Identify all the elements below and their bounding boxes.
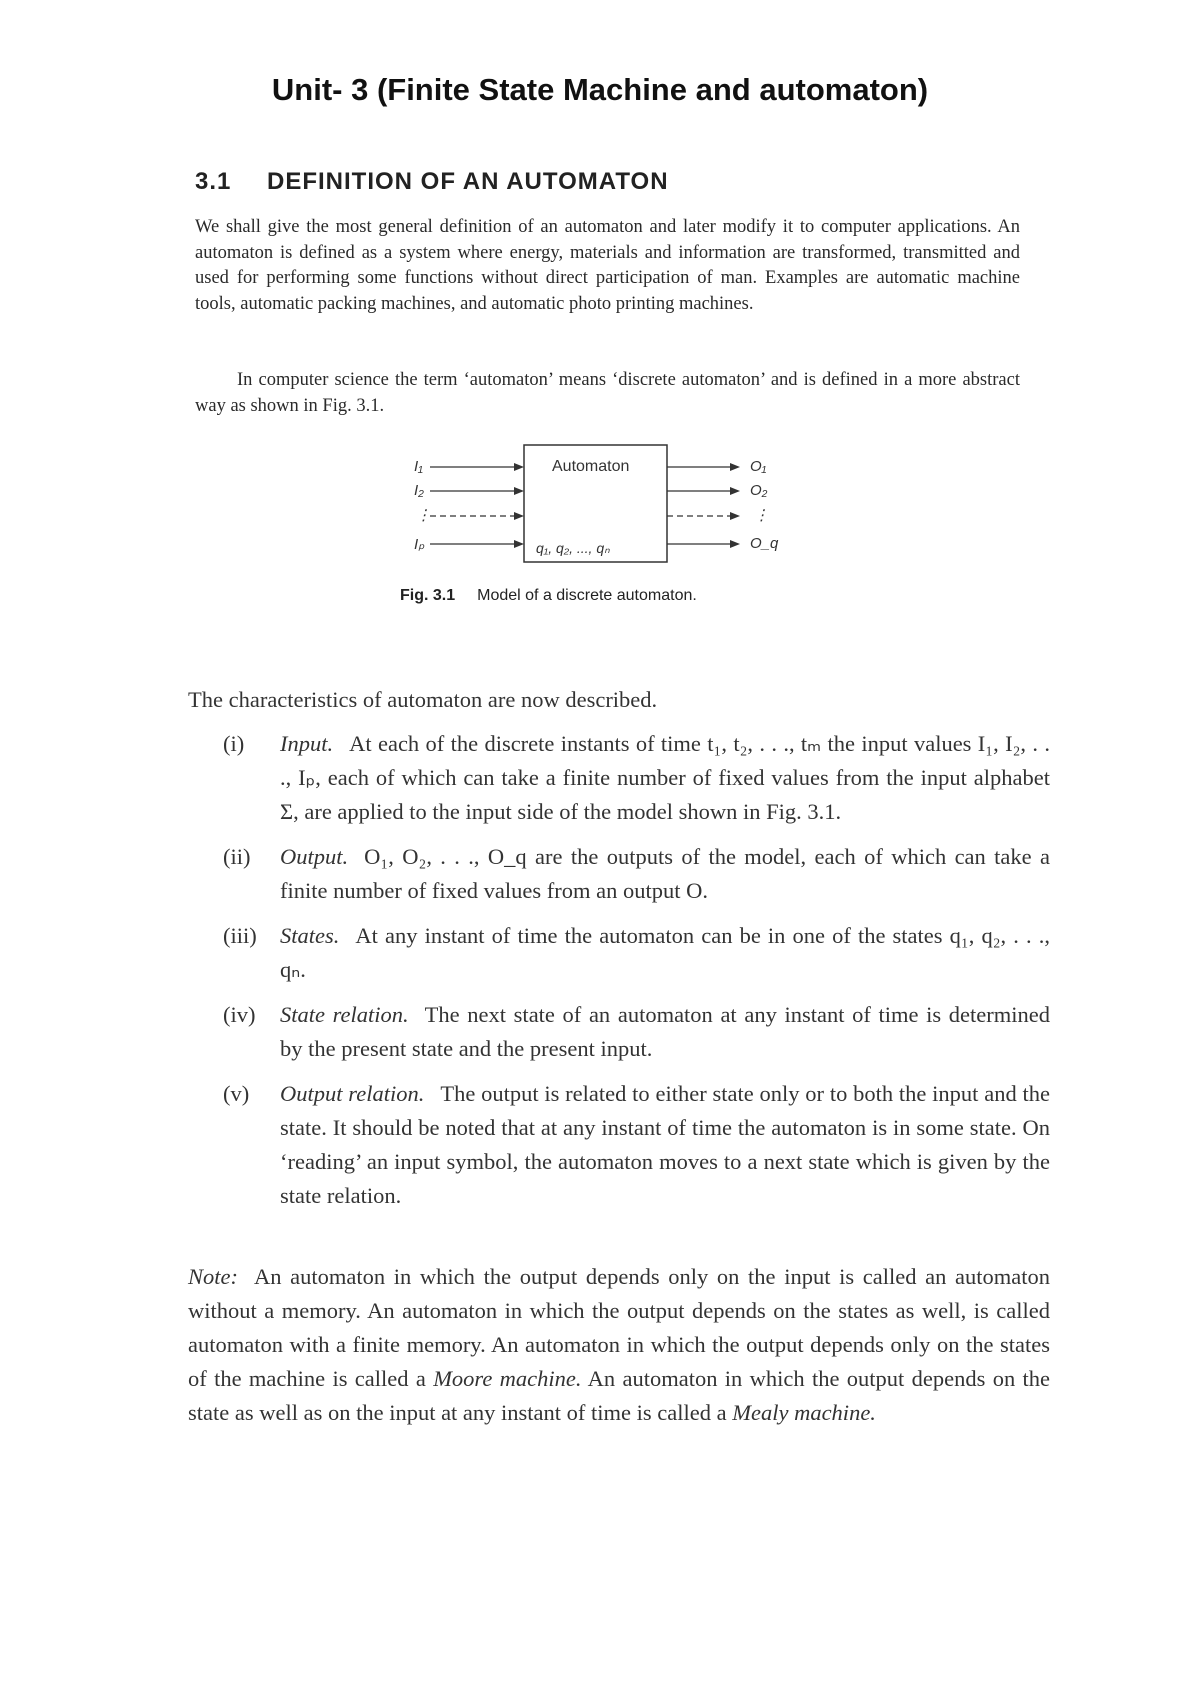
automaton-box-title: Automaton (552, 458, 630, 475)
caption-label: Fig. 3.1 (400, 587, 456, 604)
input-label-2: I₂ (414, 482, 424, 499)
list-item (215, 919, 1050, 987)
section-number: 3.1 (195, 168, 232, 195)
list-item (215, 998, 1050, 1066)
note-paragraph (188, 1260, 1050, 1430)
list-item (215, 727, 1050, 829)
item-term: Output relation. (280, 1081, 425, 1106)
note-text-2: An automaton in which the output depends on the state as well as on the input at any instant of time is called a (188, 1366, 1051, 1425)
figure-caption (400, 587, 697, 605)
item-text: O₁, O₂, . . ., O_q are the outputs of the model, each of which can take a finite number of fixed values from an output O. (280, 844, 1050, 903)
automaton-states: q₁, q₂, ..., qₙ (536, 540, 610, 556)
item-term: Output. (280, 844, 349, 869)
computer-science-paragraph: In computer science the term ‘automaton’ means ‘discrete automaton’ and is defined in a more abstract way as shown in Fig. 3.1. (195, 370, 1020, 416)
input-label-p: Iₚ (414, 536, 425, 553)
input-label-ellipsis: ⋮ (416, 507, 431, 524)
characteristics-list (215, 727, 1050, 1224)
item-number: (i) (223, 731, 245, 756)
item-number: (ii) (223, 844, 251, 869)
item-text: The output is related to either state only or to both the input and the state. It should be noted that at any instant of time the automaton is in some state. On ‘reading’ an input symbol, the automaton moves to a next state which is given by the state relation. (280, 1081, 1050, 1208)
automaton-figure (400, 440, 820, 585)
input-label-1: I₁ (414, 458, 423, 475)
note-text-1: An automaton in which the output depends only on the input is called an automaton without a memory. An automaton in which the output depends on the states as well, is called automaton with a finite memory. An automaton in which the output depends only on the states of the machine is called a (188, 1264, 1050, 1391)
output-label-1: O₁ (750, 458, 767, 475)
mealy-machine-term: Mealy machine. (732, 1400, 876, 1425)
section-title: DEFINITION OF AN AUTOMATON (267, 168, 669, 195)
moore-machine-term: Moore machine. (433, 1366, 582, 1391)
item-text: The next state of an automaton at any instant of time is determined by the present state and the present input. (280, 1002, 1050, 1061)
characteristics-intro: The characteristics of automaton are now described. (188, 687, 658, 712)
list-item (215, 840, 1050, 908)
item-number: (iii) (223, 923, 257, 948)
output-label-ellipsis: ⋮ (754, 507, 769, 524)
item-term: States. (280, 923, 340, 948)
note-label: Note: (188, 1264, 238, 1289)
item-text: At each of the discrete instants of time t₁, t₂, . . ., tₘ the input values I₁, I₂, . . ., Iₚ, each of which can take a finite number of fixed values from the input alphabet Σ, are applied to the input side of the model shown in Fig. 3.1. (280, 731, 1050, 824)
item-text: At any instant of time the automaton can be in one of the states q₁, q₂, . . ., qₙ. (280, 923, 1050, 982)
item-number: (v) (223, 1081, 250, 1106)
page-title: Unit- 3 (Finite State Machine and automaton) (271, 72, 929, 107)
section-heading (195, 168, 669, 196)
item-term: State relation. (280, 1002, 409, 1027)
item-number: (iv) (223, 1002, 256, 1027)
output-label-2: O₂ (750, 482, 768, 499)
item-term: Input. (280, 731, 334, 756)
output-label-q: O_q (750, 535, 779, 552)
list-item (215, 1077, 1050, 1213)
definition-paragraph: We shall give the most general definition of an automaton and later modify it to computer applications. An automaton is defined as a system where energy, materials and information are transformed, transmitted and used for performing some functions without direct participation of man. Examples are automatic machine tools, automatic packing machines, and automatic photo printing machines. (195, 217, 1020, 314)
caption-text: Model of a discrete automaton. (477, 587, 697, 604)
